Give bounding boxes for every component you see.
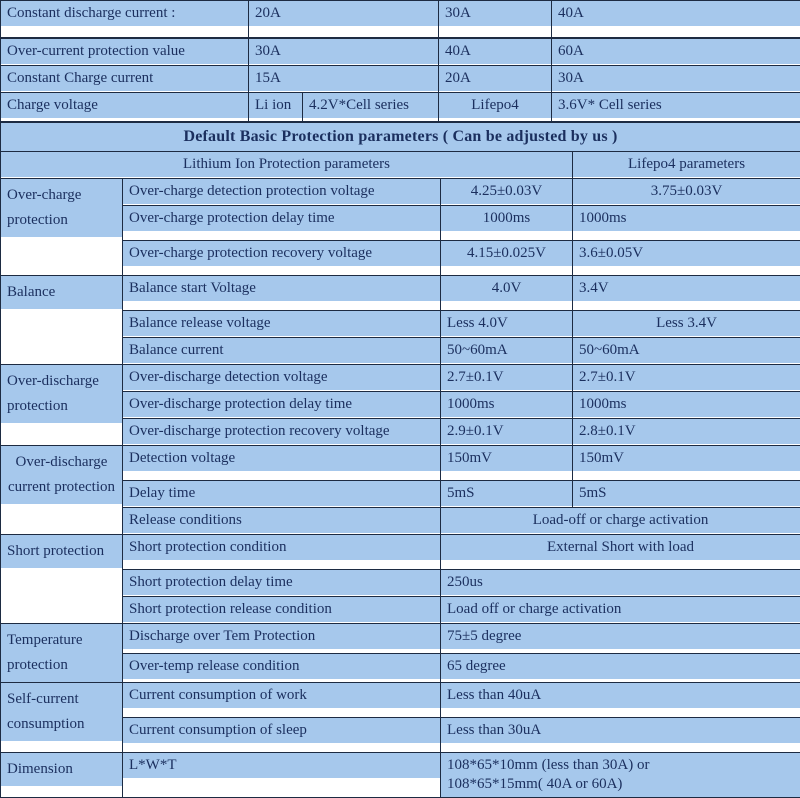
spec-value: 30A: [439, 1, 551, 26]
parameter-value-lifepo4-cell: [573, 365, 800, 392]
parameter-name-cell: [123, 419, 441, 446]
parameter-name: Delay time: [123, 481, 440, 506]
parameter-name: Short protection condition: [123, 535, 440, 560]
table-row: [1, 446, 800, 481]
parameter-value-merged: Less than 30uA: [441, 718, 800, 743]
charge-voltage-liion: 4.2V*Cell series: [303, 93, 438, 118]
group-label: Short protection: [1, 535, 122, 568]
group-label-cell: [1, 365, 123, 446]
parameter-name: Detection voltage: [123, 446, 440, 471]
parameter-value-lifepo4: 5mS: [573, 481, 800, 506]
parameter-value-lifepo4-cell: [573, 241, 800, 276]
parameter-value-merged: Less than 40uA: [441, 683, 800, 708]
table-row: [1, 1, 800, 38]
spec-value-cell: [552, 1, 800, 38]
parameter-name: Balance release voltage: [123, 311, 440, 336]
lifepo4-column-header: Lifepo4 parameters: [573, 152, 800, 177]
parameter-name-cell: [123, 179, 441, 206]
group-label: Over-charge protection: [1, 179, 122, 237]
spec-label-cell: [1, 1, 249, 38]
chemistry-lifepo4-cell: [439, 93, 552, 122]
parameter-value-lithium-cell: [441, 446, 573, 481]
parameter-value-merged: External Short with load: [441, 535, 800, 560]
parameter-name: Balance start Voltage: [123, 276, 440, 301]
chemistry-liion-cell: [249, 93, 303, 122]
parameter-value-merged-cell: [441, 653, 800, 683]
spec-value: 20A: [249, 1, 438, 26]
group-label-cell: [1, 753, 123, 798]
chemistry-liion: Li ion: [249, 93, 302, 118]
parameter-name-cell: [123, 276, 441, 311]
parameter-name: Short protection delay time: [123, 570, 440, 595]
group-label-cell: [1, 276, 123, 365]
parameter-value-lifepo4-cell: [573, 419, 800, 446]
parameter-value-merged-cell: [441, 753, 800, 798]
lifepo4-header-cell: [573, 152, 800, 179]
parameter-value-lithium: 2.9±0.1V: [441, 419, 572, 444]
parameter-value-lifepo4: 3.6±0.05V: [573, 241, 800, 266]
spec-value-cell: [439, 66, 552, 93]
group-label-cell: [1, 624, 123, 683]
parameter-name: Release conditions: [123, 508, 440, 533]
parameter-name: Over-discharge detection voltage: [123, 365, 440, 390]
parameter-value-merged: Load-off or charge activation: [441, 508, 800, 533]
parameter-name: Balance current: [123, 338, 440, 363]
group-label-cell: [1, 179, 123, 276]
parameter-name-cell: [123, 365, 441, 392]
parameter-value-lithium-cell: [441, 365, 573, 392]
parameter-value-lithium-cell: [441, 206, 573, 241]
parameter-name: Current consumption of sleep: [123, 718, 440, 743]
charge-voltage-label: Charge voltage: [1, 93, 248, 118]
spec-value-cell: [249, 66, 439, 93]
table-row: [1, 683, 800, 718]
parameter-value-lifepo4: 1000ms: [573, 392, 800, 417]
spec-value: 60A: [552, 39, 800, 64]
group-label: Over-discharge current protection: [1, 446, 122, 504]
parameter-name-cell: [123, 753, 441, 798]
parameter-value-lifepo4-cell: [573, 446, 800, 481]
parameter-value-merged-cell: [441, 683, 800, 718]
charge-voltage-lifepo4: 3.6V* Cell series: [552, 93, 800, 118]
parameter-value-lithium-cell: [441, 419, 573, 446]
spec-value-cell: [439, 1, 552, 38]
parameter-value-lithium-cell: [441, 276, 573, 311]
parameter-value-merged-cell: [441, 718, 800, 753]
parameter-value-lithium: 4.0V: [441, 276, 572, 301]
group-label: Over-discharge protection: [1, 365, 122, 423]
parameter-name-cell: [123, 535, 441, 570]
parameter-value-lifepo4: 3.75±0.03V: [573, 179, 800, 204]
section-title-row: [1, 123, 800, 152]
parameter-value-lithium-cell: [441, 179, 573, 206]
table-row: [1, 624, 800, 654]
group-label: Temperature protection: [1, 624, 122, 682]
group-label: Dimension: [1, 753, 122, 786]
parameter-name-cell: [123, 241, 441, 276]
group-label: Balance: [1, 276, 122, 309]
parameter-value-lithium-cell: [441, 311, 573, 338]
parameter-value-merged-cell: [441, 508, 800, 535]
spec-value: 20A: [439, 66, 551, 91]
table-row: [1, 66, 800, 93]
parameter-value-merged: 65 degree: [441, 654, 800, 679]
parameter-value-lifepo4: 150mV: [573, 446, 800, 471]
section-title-cell: [1, 123, 800, 152]
parameter-name: Over-discharge protection delay time: [123, 392, 440, 417]
parameter-value-lithium-cell: [441, 338, 573, 365]
charge-voltage-liion-cell: [303, 93, 439, 122]
section-title: Default Basic Protection parameters ( Can be adjusted by us ): [1, 123, 800, 151]
parameter-value-merged: 108*65*10mm (less than 30A) or 108*65*15mm( 40A or 60A): [441, 753, 800, 797]
parameter-value-lifepo4-cell: [573, 481, 800, 508]
parameter-value-lithium-cell: [441, 481, 573, 508]
parameter-name: Current consumption of work: [123, 683, 440, 708]
parameter-name: Over-charge detection protection voltage: [123, 179, 440, 204]
lithium-header-cell: [1, 152, 573, 179]
parameter-value-lithium-cell: [441, 241, 573, 276]
parameter-value-merged-cell: [441, 535, 800, 570]
table-row: [1, 753, 800, 798]
parameter-name-cell: [123, 446, 441, 481]
protection-parameters-table: [0, 122, 800, 798]
parameter-value-lifepo4: 1000ms: [573, 206, 800, 231]
lithium-column-header: Lithium Ion Protection parameters: [1, 152, 572, 177]
parameter-name: Discharge over Tem Protection: [123, 624, 440, 649]
parameter-value-lifepo4-cell: [573, 206, 800, 241]
parameter-name-cell: [123, 683, 441, 718]
spec-value: 30A: [552, 66, 800, 91]
parameter-name-cell: [123, 392, 441, 419]
table-row: [1, 535, 800, 570]
group-label: Self-current consumption: [1, 683, 122, 741]
parameter-name-cell: [123, 570, 441, 597]
parameter-name-cell: [123, 653, 441, 683]
parameter-value-lithium: 4.25±0.03V: [441, 179, 572, 204]
parameter-value-merged-cell: [441, 597, 800, 624]
parameter-name-cell: [123, 508, 441, 535]
parameter-name-cell: [123, 624, 441, 654]
parameter-value-lifepo4-cell: [573, 179, 800, 206]
parameter-value-lifepo4: Less 3.4V: [573, 311, 800, 336]
parameter-value-lithium: 1000ms: [441, 392, 572, 417]
parameter-value-merged-cell: [441, 624, 800, 654]
parameter-value-merged: 75±5 degree: [441, 624, 800, 649]
parameter-value-merged-cell: [441, 570, 800, 597]
group-label-cell: [1, 446, 123, 535]
parameter-name-cell: [123, 311, 441, 338]
parameter-name: Over-charge protection delay time: [123, 206, 440, 231]
parameter-value-merged: Load off or charge activation: [441, 597, 800, 622]
table-row: [1, 276, 800, 311]
parameter-value-lifepo4-cell: [573, 338, 800, 365]
table-row: [1, 93, 800, 122]
parameter-name-cell: [123, 481, 441, 508]
charge-voltage-lifepo4-cell: [552, 93, 800, 122]
spec-value-cell: [439, 39, 552, 66]
parameter-name: Short protection release condition: [123, 597, 440, 622]
group-label-cell: [1, 683, 123, 753]
spec-value: 30A: [249, 39, 438, 64]
parameter-value-lithium: 150mV: [441, 446, 572, 471]
parameter-value-lithium: 4.15±0.025V: [441, 241, 572, 266]
spec-value-cell: [552, 66, 800, 93]
group-label-cell: [1, 535, 123, 624]
parameter-value-lithium: Less 4.0V: [441, 311, 572, 336]
spec-label: Constant Charge current: [1, 66, 248, 91]
parameter-name-cell: [123, 206, 441, 241]
chemistry-lifepo4: Lifepo4: [439, 93, 551, 118]
table-row: [1, 365, 800, 392]
spec-label: Constant discharge current :: [1, 1, 248, 26]
parameter-value-lifepo4: 3.4V: [573, 276, 800, 301]
parameter-value-lithium: 2.7±0.1V: [441, 365, 572, 390]
parameter-value-lithium: 50~60mA: [441, 338, 572, 363]
parameter-name-cell: [123, 718, 441, 753]
table-row: [1, 179, 800, 206]
column-header-row: [1, 152, 800, 179]
parameter-value-lithium-cell: [441, 392, 573, 419]
charge-voltage-label-cell: [1, 93, 249, 122]
spec-label-cell: [1, 39, 249, 66]
parameter-value-lifepo4: 2.8±0.1V: [573, 419, 800, 444]
parameter-value-lithium: 1000ms: [441, 206, 572, 231]
spec-value: 40A: [552, 1, 800, 26]
parameter-name-cell: [123, 597, 441, 624]
parameter-value-lifepo4: 2.7±0.1V: [573, 365, 800, 390]
spec-value-cell: [249, 1, 439, 38]
parameter-value-lifepo4-cell: [573, 392, 800, 419]
parameter-name: Over-discharge protection recovery voltage: [123, 419, 440, 444]
spec-value: 15A: [249, 66, 438, 91]
spec-value-cell: [249, 39, 439, 66]
parameter-value-lifepo4-cell: [573, 311, 800, 338]
parameter-value-lifepo4-cell: [573, 276, 800, 311]
table-row: [1, 39, 800, 66]
parameter-name-cell: [123, 338, 441, 365]
parameter-name: Over-temp release condition: [123, 654, 440, 679]
parameter-name: Over-charge protection recovery voltage: [123, 241, 440, 266]
spec-value-cell: [552, 39, 800, 66]
parameter-value-lifepo4: 50~60mA: [573, 338, 800, 363]
spec-label-cell: [1, 66, 249, 93]
parameter-name: L*W*T: [123, 753, 440, 778]
parameter-value-merged: 250us: [441, 570, 800, 595]
spec-value: 40A: [439, 39, 551, 64]
spec-label: Over-current protection value: [1, 39, 248, 64]
current-spec-table: [0, 0, 800, 122]
parameter-value-lithium: 5mS: [441, 481, 572, 506]
